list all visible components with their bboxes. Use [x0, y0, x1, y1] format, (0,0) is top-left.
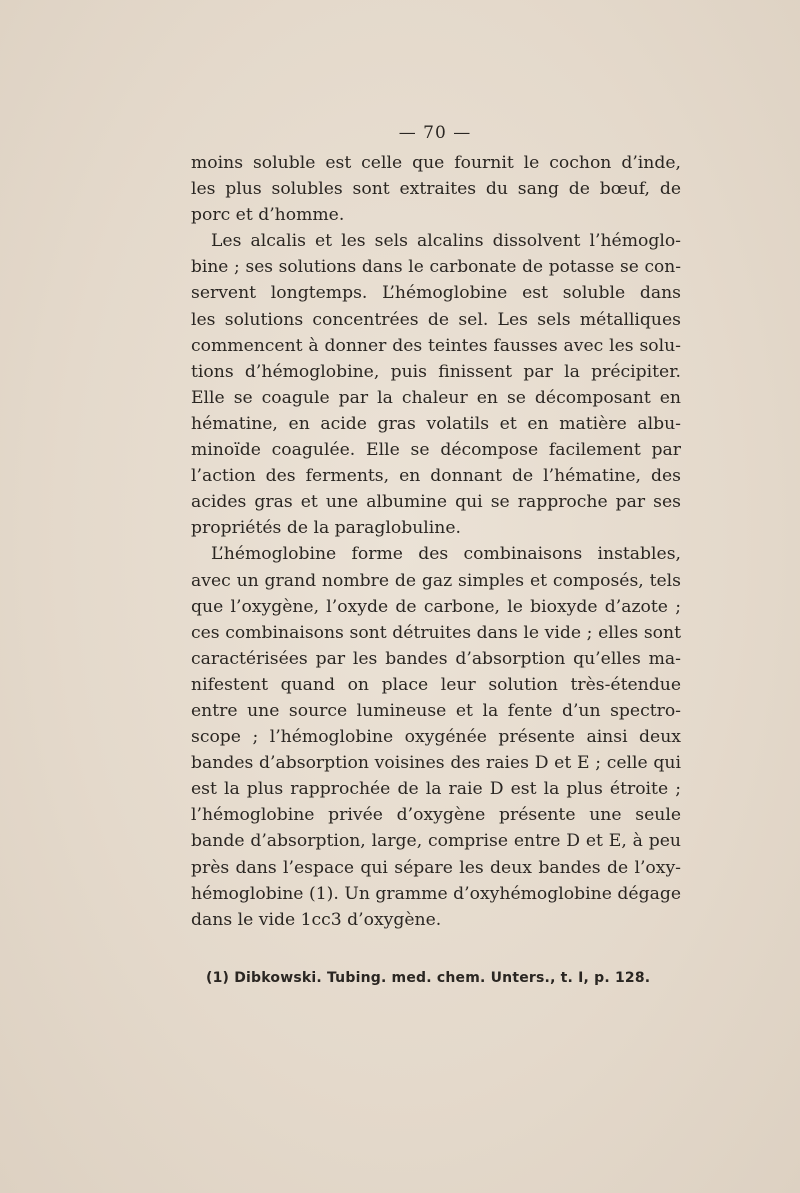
text-line: minoïde coagulée. Elle se décompose facilement par [191, 440, 681, 461]
text-line: l’hémoglobine privée d’oxygène présente une seule [191, 805, 681, 826]
text-line: acides gras et une albumine qui se rapproche par ses [191, 492, 681, 513]
text-line: commencent à donner des teintes fausses avec les solu- [191, 335, 681, 356]
text-line: avec un grand nombre de gaz simples et composés, tels [191, 570, 681, 591]
text-line: Les alcalis et les sels alcalins dissolvent l’hémoglo- [211, 231, 681, 252]
paragraph-2 [191, 228, 681, 541]
text-line: propriétés de la paraglobuline. [191, 518, 461, 539]
text-line: les plus solubles sont extraites du sang de bœuf, de [191, 179, 681, 200]
paragraph-3 [191, 541, 681, 932]
text-line: tions d’hémoglobine, puis finissent par la précipiter. [191, 361, 681, 382]
text-line: moins soluble est celle que fournit le cochon d’inde, [191, 153, 681, 173]
text-line: bande d’absorption, large, comprise entre D et E, à peu [191, 831, 681, 852]
paragraph-1 [191, 150, 681, 228]
text-line: Elle se coagule par la chaleur en se décomposant en [191, 387, 681, 408]
text-line: bandes d’absorption voisines des raies D et E ; celle qui [191, 753, 681, 774]
text-line: scope ; l’hémoglobine oxygénée présente ainsi deux [191, 727, 681, 748]
text-line: caractérisées par les bandes d’absorption qu’elles ma- [191, 648, 681, 669]
text-line: servent longtemps. L’hémoglobine est soluble dans [191, 283, 681, 304]
footnote: (1) Dibkowski. Tubing. med. chem. Unters., t. I, p. 128. [206, 970, 651, 986]
text-line: nifestent quand on place leur solution très-étendue [191, 674, 681, 695]
text-line: L’hémoglobine forme des combinaisons instables, [211, 544, 681, 565]
text-line: porc et d’homme. [191, 205, 345, 226]
text-line: entre une source lumineuse et la fente d’un spectro- [191, 700, 681, 721]
text-line: l’action des ferments, en donnant de l’hématine, des [191, 466, 681, 487]
text-line: est la plus rapprochée de la raie D est la plus étroite ; [191, 779, 681, 800]
text-line: les solutions concentrées de sel. Les sels métalliques [191, 309, 681, 330]
page-number: — 70 — [398, 123, 472, 143]
text-line: hématine, en acide gras volatils et en matière albu- [191, 413, 681, 434]
text-line: hémoglobine (1). Un gramme d’oxyhémoglobine dégage [191, 883, 681, 904]
text-line: près dans l’espace qui sépare les deux bandes de l’oxy- [191, 857, 681, 878]
body-text [191, 150, 681, 933]
text-line: bine ; ses solutions dans le carbonate de potasse se con- [191, 257, 681, 278]
text-line: dans le vide 1cc3 d’oxygène. [191, 909, 442, 930]
text-line: que l’oxygène, l’oxyde de carbone, le bioxyde d’azote ; [191, 596, 681, 617]
text-line: ces combinaisons sont détruites dans le vide ; elles sont [191, 622, 681, 643]
